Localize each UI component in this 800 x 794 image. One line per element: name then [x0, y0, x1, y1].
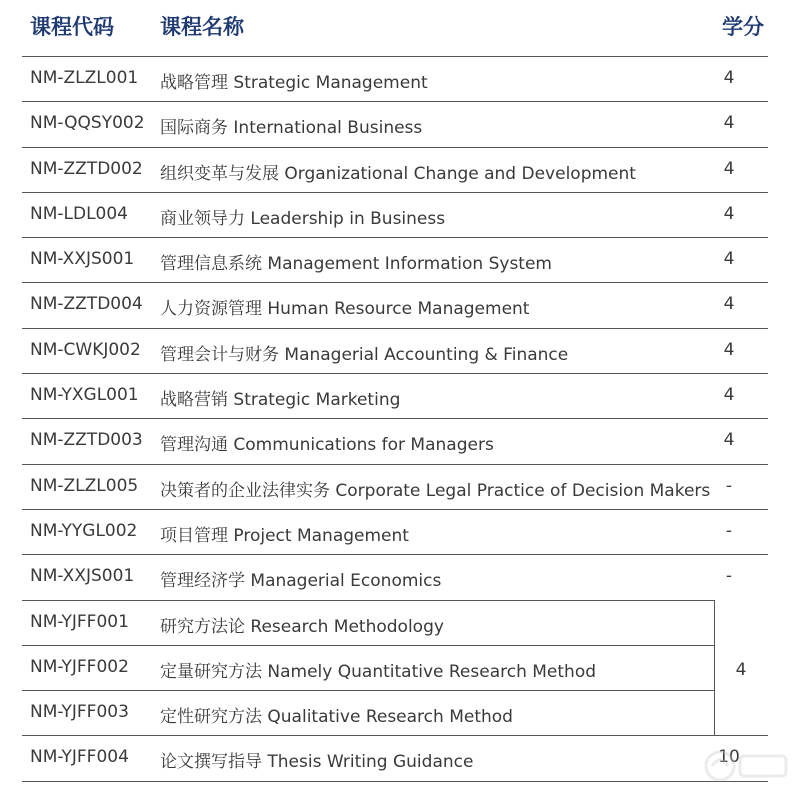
- table-row: [22, 555, 768, 600]
- course-name: 决策者的企业法律实务 Corporate Legal Practice of Decision Makers: [160, 480, 711, 501]
- table-row: [22, 57, 768, 102]
- course-code: NM-ZZTD003: [30, 430, 143, 451]
- course-name: 管理信息系统 Management Information System: [160, 254, 552, 275]
- course-credit: 4: [723, 158, 735, 179]
- header-credit: 学分: [722, 15, 764, 39]
- course-code: NM-YJFF004: [30, 747, 129, 768]
- table-row: [22, 329, 768, 374]
- table-row: [22, 193, 768, 238]
- course-credit: -: [725, 566, 733, 587]
- table-row: [22, 374, 768, 419]
- table-row: [22, 419, 768, 464]
- course-name: 战略营销 Strategic Marketing: [160, 390, 401, 411]
- course-code: NM-YJFF002: [30, 656, 129, 677]
- course-code: NM-YJFF003: [30, 702, 129, 723]
- course-credit: 4: [723, 294, 735, 315]
- course-code: NM-XXJS001: [30, 566, 135, 587]
- course-code: NM-LDL004: [30, 203, 128, 224]
- course-code: NM-ZZTD002: [30, 158, 143, 179]
- course-name: 管理沟通 Communications for Managers: [160, 435, 494, 456]
- course-code: NM-QQSY002: [30, 113, 145, 134]
- table-row: [22, 465, 768, 510]
- table-row: [22, 148, 768, 193]
- course-name: 组织变革与发展 Organizational Change and Development: [160, 163, 636, 184]
- table-row: [22, 691, 768, 736]
- course-code: NM-YYGL002: [30, 520, 138, 541]
- course-name: 项目管理 Project Management: [160, 525, 409, 546]
- course-credit: -: [725, 475, 733, 496]
- course-name: 论文撰写指导 Thesis Writing Guidance: [160, 752, 474, 773]
- course-name: 战略管理 Strategic Management: [160, 73, 428, 93]
- watermark-logo-icon: [702, 746, 792, 786]
- course-credit: 4: [723, 430, 735, 451]
- course-code: NM-XXJS001: [30, 249, 135, 270]
- table-row: [22, 102, 768, 147]
- course-name: 人力资源管理 Human Resource Management: [160, 299, 530, 320]
- course-code: NM-YXGL001: [30, 385, 139, 406]
- course-code: NM-ZLZL005: [30, 475, 139, 496]
- table-row: [22, 646, 768, 691]
- table-header: [22, 0, 768, 57]
- course-credit: 4: [723, 249, 735, 270]
- course-code: NM-CWKJ002: [30, 339, 141, 360]
- course-credit: -: [725, 520, 733, 541]
- table-row: [22, 601, 768, 646]
- table-row: [22, 510, 768, 555]
- table-row: [22, 736, 768, 781]
- course-name: 国际商务 International Business: [160, 118, 423, 139]
- header-name: 课程名称: [160, 15, 244, 39]
- course-name: 商业领导力 Leadership in Business: [160, 208, 446, 229]
- header-code: 课程代码: [30, 15, 114, 39]
- course-table: [22, 0, 768, 782]
- course-code: NM-ZZTD004: [30, 294, 143, 315]
- course-name: 定性研究方法 Qualitative Research Method: [160, 707, 513, 728]
- course-credit: 4: [723, 385, 735, 406]
- course-credit: 4: [723, 339, 735, 360]
- course-code: NM-YJFF001: [30, 611, 129, 632]
- course-name: 定量研究方法 Namely Quantitative Research Method: [160, 661, 597, 682]
- table-row: [22, 238, 768, 283]
- course-name: 管理经济学 Managerial Economics: [160, 571, 442, 592]
- course-credit: 10: [718, 747, 740, 768]
- course-name: 研究方法论 Research Methodology: [160, 616, 444, 637]
- course-credit: 4: [723, 68, 735, 88]
- course-credit: 4: [723, 203, 735, 224]
- course-code: NM-ZLZL001: [30, 68, 139, 88]
- grouped-credit: 4: [735, 660, 747, 680]
- course-name: 管理会计与财务 Managerial Accounting & Finance: [160, 344, 569, 365]
- table-row: [22, 283, 768, 328]
- course-credit: 4: [723, 113, 735, 134]
